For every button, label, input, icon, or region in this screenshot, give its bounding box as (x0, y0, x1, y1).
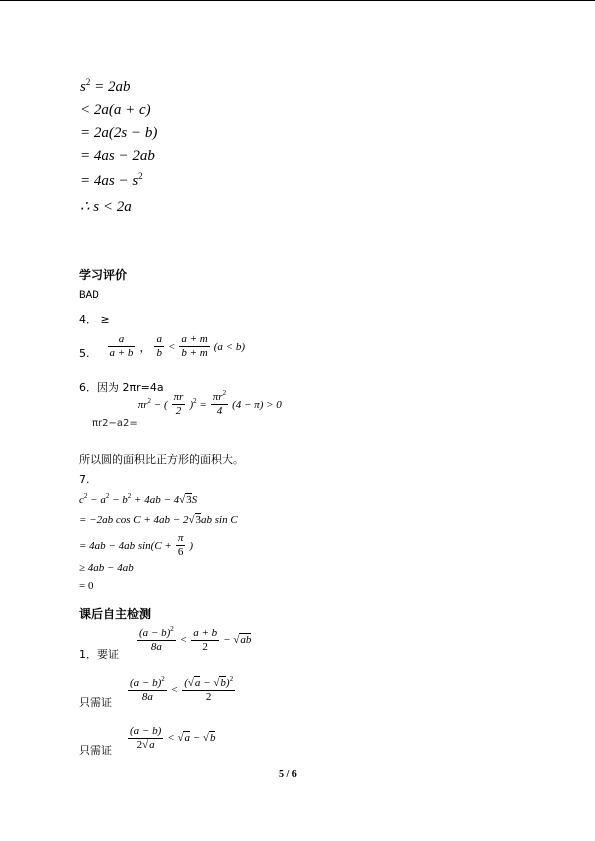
proof-line-3: = 2a(2s − b) (80, 125, 158, 141)
header-rule (0, 0, 595, 1)
fraction-sqrt-diff-sq-over-2: $\frac{(√a - √b)^2}{2}$ (184, 674, 234, 703)
fraction-pi-over-6: $\frac{\pi}{6}$ (177, 532, 184, 558)
item-5: 5. $\frac{a}{a + b}$ ， $\frac{a}{b}$ < $\frac{a + m}{b + m}$ (a < b) (79, 333, 245, 360)
item-7-label: 7. (79, 473, 90, 486)
fraction-a-over-a-plus-b: $\frac{a}{a + b}$ (109, 333, 134, 359)
proof-line-4: = 4as − 2ab (80, 148, 155, 164)
check-3: 只需证 $\frac{(a - b)}{2√a}$ < √a − √b (79, 724, 216, 757)
proof-line-2: < 2a(a + c) (80, 102, 151, 118)
item-7-row-1: $c^2 - a^2 - b^2 + 4ab - 4√3S$ (79, 492, 198, 506)
answer-bad: BAD (79, 290, 99, 302)
section-title-kehou-zizhu-jiance: 课后自主检测 (79, 607, 152, 621)
page-number: 5 / 6 (279, 769, 297, 780)
fraction-a-minus-b-sq-over-8a: $\frac{(a - b)^2}{8a}$ (139, 624, 174, 653)
item-7-row-4: ≥ 4ab − 4ab (79, 562, 134, 574)
item-6-formula: $\pi r2-a2= \pi r^2$ − ( $\frac{\pi r}{2}$ )$^2$ = $\frac{\pi r^2}{4}$ (4 − π) > 0 (92, 389, 282, 429)
fraction-a-minus-b-sq-over-8a-2: $\frac{(a - b)^2}{8a}$ (130, 674, 165, 703)
fraction-pi-r-over-2: $\frac{\pi r}{2}$ (173, 391, 184, 417)
fraction-a-over-b: $\frac{a}{b}$ (156, 333, 162, 359)
item-7-row-3: = 4ab − 4ab sin(C + $\frac{\pi}{6}$ ) (79, 532, 194, 558)
item-7-row-5: = 0 (79, 580, 94, 592)
fraction-pi-r2-over-4: $\frac{\pi r^2}{4}$ (212, 389, 227, 417)
item-7-row-2: = −2ab cos C + 4ab − 2√3ab sin C (79, 514, 238, 526)
item-6-line-1: 6．因为 2πr=4a (79, 381, 164, 394)
section-title-xuexi-pingjia: 学习评价 (79, 268, 128, 282)
proof-line-5: = $4as - s^2$ (80, 171, 143, 189)
check-1: 1．要证 $\frac{(a - b)^2}{8a}$ < $\frac{a + b}{2}$ − √ab (79, 624, 252, 661)
item-6-conclusion: 所以圆的面积比正方形的面积大。 (79, 453, 244, 466)
fraction-a-plus-m-over-b-plus-m: $\frac{a + m}{b + m}$ (181, 333, 208, 359)
fraction-a-minus-b-over-2-sqrt-a: $\frac{(a - b)}{2√a}$ (130, 724, 162, 751)
proof-line-1: $s^2 = 2ab$ (80, 77, 131, 95)
fraction-a-plus-b-over-2: $\frac{a + b}{2}$ (193, 626, 218, 653)
check-2: 只需证 $\frac{(a - b)^2}{8a}$ < $\frac{(√a - √b)^2}{2}$ (79, 674, 234, 709)
proof-line-6: ∴ s < 2a (80, 199, 132, 215)
item-4: 4． ≥ (79, 313, 110, 326)
